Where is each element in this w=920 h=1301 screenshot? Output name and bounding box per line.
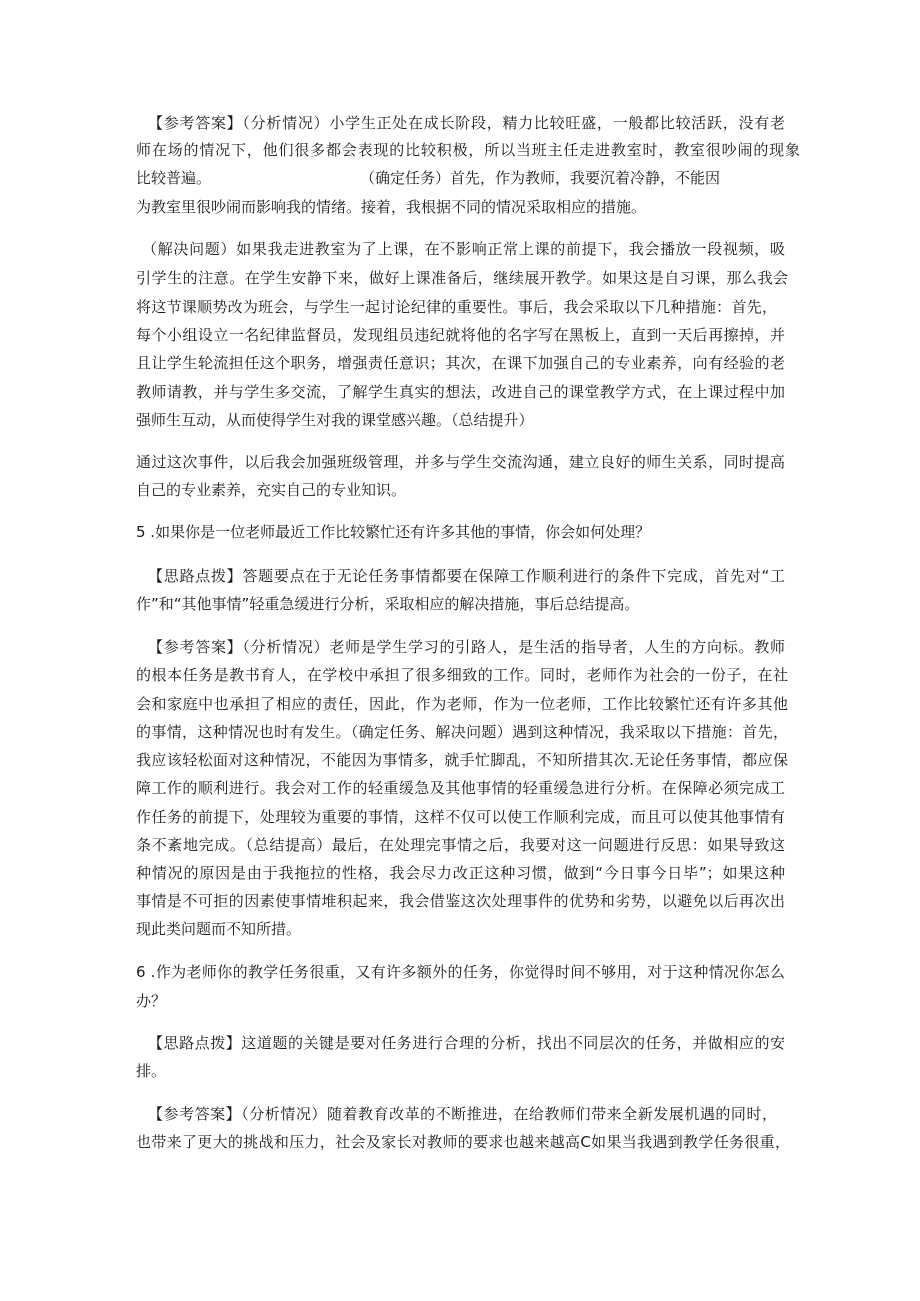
text-line: 【思路点拨】答题要点在于无论任务事情都要在保障工作顺利进行的条件下完成，首先对“工	[148, 567, 785, 585]
text-line: 障工作的顺利进行。我会对工作的轻重缓急及其他事情的轻重缓急进行分析。在保障必须完成工	[136, 779, 785, 797]
text-line: 教师请教，并与学生多交流，了解学生真实的想法，改进自己的课堂教学方式，在上课过程中加	[136, 383, 785, 401]
text-line: 师在场的情况下，他们很多都会表现的比较积极，所以当班主任走进教室时，教室很吵闹的现象	[136, 141, 800, 159]
text-line: 条不紊地完成。（总结提高）最后，在处理完事情之后，我要对这一问题进行反思：如果导致这	[136, 836, 785, 854]
text-line: 我应该轻松面对这种情况，不能因为事情多，就手忙脚乱，不知所措其次.无论任务事情，都应保	[136, 751, 788, 769]
text-line: 通过这次事件，以后我会加强班级管理，并多与学生交流沟通，建立良好的师生关系，同时提高	[136, 453, 785, 471]
text-line: 每个小组设立一名纪律监督员，发现组员违纪就将他的名字写在黑板上，直到一天后再擦掉，并	[136, 326, 785, 344]
text-line: 也带来了更大的挑战和压力，社会及家长对教师的要求也越来越高C如果当我遇到教学任务很重，	[136, 1133, 790, 1151]
text-line: 会和家庭中也承担了相应的责任，因此，作为老师，作为一位老师，工作比较繁忙还有许多其他	[136, 695, 788, 713]
question-heading: 6 .作为老师你的教学任务很重，又有许多额外的任务，你觉得时间不够用，对于这种情况你怎么	[136, 963, 785, 981]
text-line: 【参考答案】（分析情况）随着教育改革的不断推进，在给教师们带来全新发展机遇的同时，	[148, 1105, 777, 1123]
text-line: 自己的专业素养，充实自己的专业知识。	[136, 481, 407, 499]
text-line: 事情是不可拒的因素使事情堆积起来，我会借鉴这次处理事件的优势和劣势，以避免以后再次出	[136, 892, 785, 910]
question-heading: 办？	[136, 992, 167, 1010]
text-line: 为教室里很吵闹而影响我的情绪。接着，我根据不同的情况采取相应的措施。	[136, 198, 647, 216]
text-line: 的根本任务是教书育人，在学校中承担了很多细致的工作。同时，老师作为社会的一份子，在社	[136, 666, 788, 684]
text-line: 比较普遍。	[136, 169, 212, 187]
text-line: 【思路点拨】这道题的关键是要对任务进行合理的分析，找出不同层次的任务，并做相应的安	[148, 1034, 785, 1052]
text-line: 【参考答案】（分析情况）老师是学生学习的引路人，是生活的指导者，人生的方向标。教师	[148, 638, 785, 656]
question-heading: 5 .如果你是一位老师最近工作比较繁忙还有许多其他的事情，你会如何处理？	[136, 523, 651, 541]
text-line: 且让学生轮流担任这个职务，增强责任意识；其次，在课下加强自己的专业素养，向有经验的老	[136, 354, 785, 372]
text-line: 【参考答案】（分析情况）小学生正处在成长阶段，精力比较旺盛，一般都比较活跃，没有老	[148, 114, 785, 132]
text-line: 引学生的注意。在学生安静下来，做好上课准备后，继续展开教学。如果这是自习课，那么我会	[136, 269, 788, 287]
text-line: 作任务的前提下，处理较为重要的事情，这样不仅可以使工作顺利完成，而且可以使其他事情有	[136, 808, 785, 826]
text-line: 强师生互动，从而使得学生对我的课堂感兴趣。（总结提升）	[136, 411, 534, 429]
text-line: 的事情，这种情况也时有发生。（确定任务、解决问题）遇到这种情况，我采取以下措施：首先，	[136, 723, 788, 741]
text-line: 将这节课顺势改为班会，与学生一起讨论纪律的重要性。事后，我会采取以下几种措施：首先，	[136, 298, 777, 316]
text-line: （解决问题）如果我走进教室为了上课，在不影响正常上课的前提下，我会播放一段视频，吸	[142, 240, 785, 258]
text-line: 现此类问题而不知所措。	[136, 920, 302, 938]
text-line: 作”和“其他事情”轻重急缓进行分析，采取相应的解决措施，事后总结提高。	[136, 595, 640, 613]
text-line: 排。	[136, 1062, 167, 1080]
text-line: 种情况的原因是由于我拖拉的性格，我会尽力改正这种习惯，做到“今日事今日毕”；如果这种	[136, 864, 785, 882]
text-line: （确定任务）首先，作为教师，我要沉着冷静，不能因	[360, 169, 721, 187]
